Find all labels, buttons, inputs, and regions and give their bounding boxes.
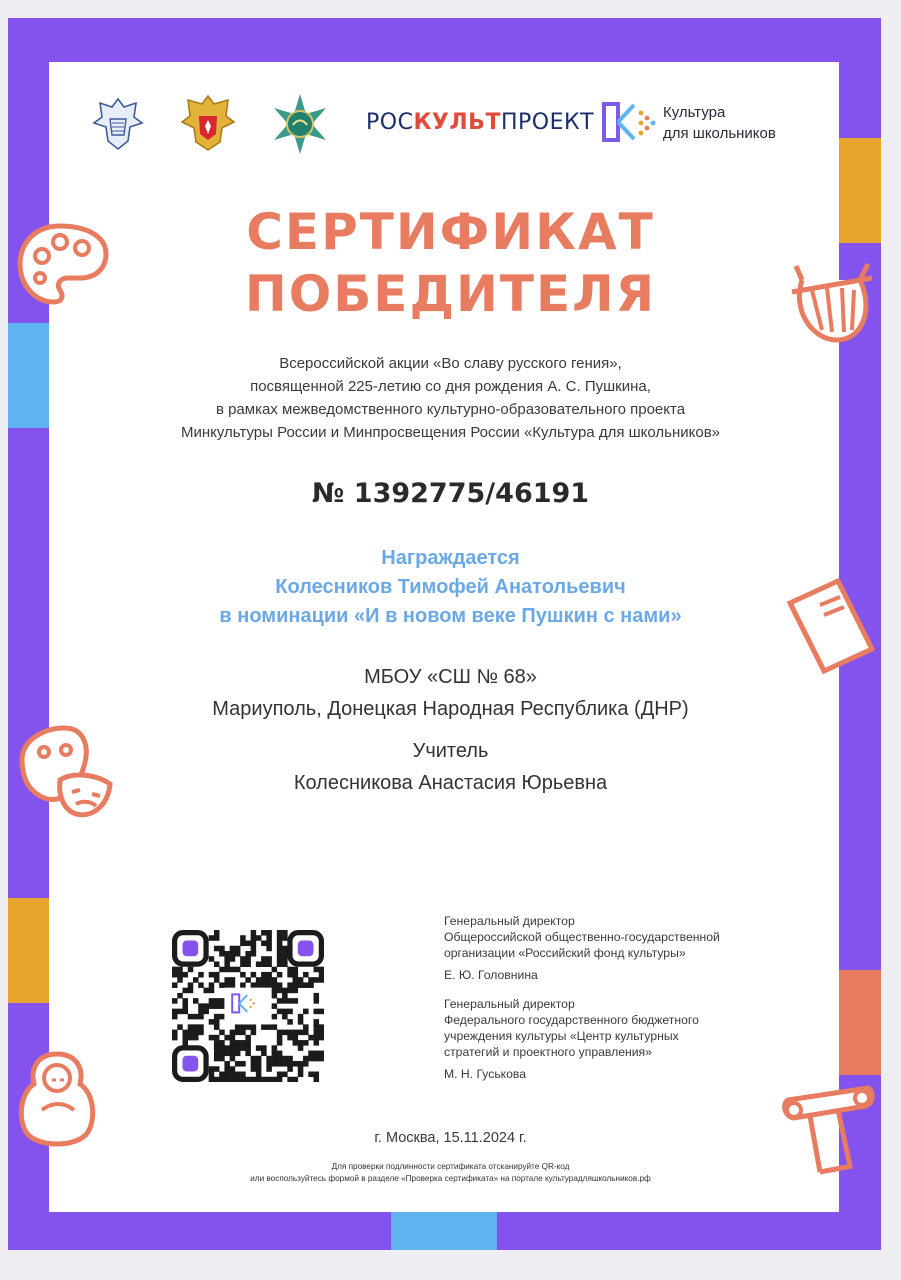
signature-line: учреждения культуры «Центр культурных bbox=[444, 1029, 679, 1043]
signature-line: Общероссийской общественно-государственной bbox=[444, 930, 720, 944]
qr-code-icon[interactable] bbox=[172, 930, 324, 1082]
certificate-description bbox=[0, 352, 901, 444]
recipient-name: Колесников Тимофей Анатольевич bbox=[275, 576, 626, 598]
verification-note-line: или воспользуйтесь формой в разделе «Проверка сертификата» на портале культурадляшкольников.рф bbox=[250, 1174, 651, 1183]
certificate-title-line1: СЕРТИФИКАТ bbox=[246, 203, 655, 261]
award-heading: Награждается bbox=[381, 547, 520, 569]
logo-text-line1: Культура bbox=[663, 104, 726, 121]
teacher-label: Учитель bbox=[412, 740, 489, 762]
school-location: Мариуполь, Донецкая Народная Республика (ДНР) bbox=[212, 698, 689, 720]
frame-strip-right-orange bbox=[839, 970, 881, 1075]
description-line: Всероссийской акции «Во славу русского гения», bbox=[279, 355, 622, 372]
signature-line: Генеральный директор bbox=[444, 914, 575, 928]
roskultproekt-logo: РОСКУЛЬТПРОЕКТ bbox=[366, 110, 595, 135]
signer-name: М. Н. Гуськова bbox=[444, 1067, 527, 1081]
star-emblem-icon bbox=[268, 92, 332, 156]
award-block bbox=[0, 544, 901, 631]
signature-entry bbox=[444, 996, 804, 1082]
city-date: г. Москва, 15.11.2024 г. bbox=[374, 1130, 527, 1146]
signature-line: Генеральный директор bbox=[444, 997, 575, 1011]
teacher-name: Колесникова Анастасия Юрьевна bbox=[293, 772, 608, 794]
signature-line: Федерального государственного бюджетного bbox=[444, 1013, 699, 1027]
school-name: МБОУ «СШ № 68» bbox=[364, 666, 537, 688]
signatures-block bbox=[444, 913, 804, 1082]
ministry-education-emblem-icon bbox=[178, 92, 238, 154]
certificate-title-line2: ПОБЕДИТЕЛЯ bbox=[244, 265, 657, 323]
logo-text-line2: для школьников bbox=[663, 125, 776, 142]
verification-note-line: Для проверки подлинности сертификата отсканируйте QR-код bbox=[331, 1162, 570, 1171]
signature-line: организации «Российский фонд культуры» bbox=[444, 946, 686, 960]
description-line: посвященной 225-летию со дня рождения А. С. Пушкина, bbox=[250, 378, 651, 395]
description-line: Минкультуры России и Минпросвещения России «Культура для школьников» bbox=[180, 424, 721, 441]
verification-note bbox=[0, 1161, 901, 1185]
signature-entry bbox=[444, 913, 804, 983]
nomination: в номинации «И в новом веке Пушкин с нами» bbox=[219, 605, 682, 627]
frame-strip-bottom-blue bbox=[391, 1212, 497, 1250]
description-line: в рамках межведомственного культурно-образовательного проекта bbox=[215, 401, 686, 418]
school-block bbox=[0, 661, 901, 725]
teacher-block bbox=[0, 735, 901, 799]
kultura-dlya-shkolnikov-logo-text bbox=[663, 102, 776, 144]
signature-line: стратегий и проектного управления» bbox=[444, 1045, 652, 1059]
ministry-eagle-icon bbox=[90, 93, 146, 153]
signer-name: Е. Ю. Головнина bbox=[444, 968, 538, 982]
frame-strip-left-yellow bbox=[8, 898, 49, 1003]
certificate-number: № 1392775/46191 bbox=[311, 478, 590, 509]
kultura-dlya-shkolnikov-logo-icon bbox=[601, 101, 659, 143]
